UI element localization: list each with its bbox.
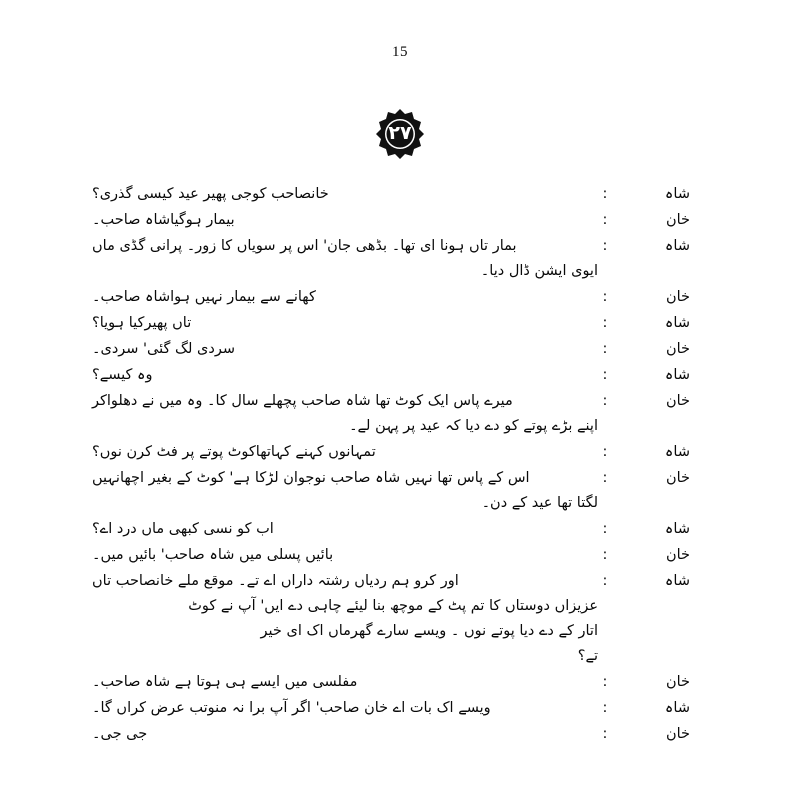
dialogue-line: بمار تاں ہونا ای تھا۔ بڈھی جان' اس پر سویاں کا زور۔ پرانی گڈی ماں — [92, 238, 517, 254]
dialogue-line: کھانے سے بیمار نہیں ہواشاہ صاحب۔ — [92, 289, 316, 305]
dialogue-line: بائیں پسلی میں شاہ صاحب' بائیں میں۔ — [92, 547, 334, 563]
speaker-colon: : — [602, 674, 608, 690]
dialogue-turn — [92, 569, 692, 669]
speaker-colon: : — [602, 289, 608, 305]
dialogue-line: وہ کیسے؟ — [92, 367, 153, 383]
speaker-colon: : — [602, 444, 608, 460]
dialogue-line: عزیزاں دوستاں کا تم پٹ کے موچھ بنا لیئے چاہی دے ایں' آپ نے کوٹ — [188, 598, 598, 614]
speaker-label: خان — [665, 289, 690, 305]
dialogue-line: اتار کے دے دیا پوتے نوں ۔ ویسے سارے گھرماں اک ای خیر — [260, 623, 598, 639]
dialogue-turn — [92, 466, 692, 516]
dialogue-turn — [92, 517, 692, 542]
dialogue-lines — [92, 517, 598, 542]
dialogue-turn — [92, 363, 692, 388]
speaker-label: شاہ — [664, 521, 690, 537]
dialogue-turn — [92, 234, 692, 284]
speaker-colon: : — [602, 547, 608, 563]
speaker-label: خان — [665, 470, 690, 486]
dialogue-lines — [92, 311, 598, 336]
speaker-colon: : — [602, 521, 608, 537]
speaker-label: شاہ — [664, 238, 690, 254]
dialogue-turn — [92, 696, 692, 721]
speaker-label: خان — [665, 674, 690, 690]
speaker-colon: : — [602, 470, 608, 486]
dialogue-line: میرے پاس ایک کوٹ تھا شاہ صاحب پچھلے سال کا۔ وہ میں نے دھلواکر — [92, 393, 513, 409]
speaker-label: خان — [665, 212, 690, 228]
dialogue-lines — [92, 722, 598, 747]
dialogue-turn — [92, 543, 692, 568]
dialogue-lines — [92, 389, 598, 439]
floral-badge-icon — [374, 108, 426, 160]
speaker-colon: : — [602, 341, 608, 357]
dialogue-lines — [92, 363, 598, 388]
speaker-colon: : — [602, 393, 608, 409]
speaker-label: شاہ — [664, 573, 690, 589]
dialogue-line: اپنے بڑے پوتے کو دے دیا کہ عید پر پہن لے۔ — [349, 418, 598, 434]
dialogue-turn — [92, 337, 692, 362]
speaker-label: شاہ — [664, 444, 690, 460]
dialogue-line: اب کو نسی کبھی ماں درد اے؟ — [92, 521, 274, 537]
speaker-colon: : — [602, 573, 608, 589]
dialogue-lines — [92, 569, 598, 669]
dialogue-turn — [92, 311, 692, 336]
dialogue-line: تاں پھیرکیا ہویا؟ — [92, 315, 192, 331]
speaker-label: شاہ — [664, 315, 690, 331]
dialogue-line: لگتا تھا عید کے دن۔ — [481, 495, 598, 511]
speaker-label: شاہ — [664, 186, 690, 202]
speaker-colon: : — [602, 212, 608, 228]
speaker-label: شاہ — [664, 367, 690, 383]
speaker-colon: : — [602, 238, 608, 254]
speaker-label: شاہ — [664, 700, 690, 716]
dialogue-line: اور کرو ہم ردیاں رشتہ داراں اے تے۔ موقع ملے خانصاحب تاں — [92, 573, 459, 589]
speaker-label: خان — [665, 393, 690, 409]
speaker-label: خان — [665, 341, 690, 357]
speaker-colon: : — [602, 700, 608, 716]
page-number: 15 — [392, 44, 408, 60]
dialogue-lines — [92, 670, 598, 695]
dialogue-line: بیمار ہوگیاشاہ صاحب۔ — [92, 212, 235, 228]
dialogue-block — [92, 182, 692, 748]
speaker-colon: : — [602, 315, 608, 331]
dialogue-lines — [92, 234, 598, 284]
chapter-number: ۲۷ — [388, 121, 412, 144]
dialogue-line: ویسے اک بات اے خان صاحب' اگر آپ برا نہ منوتب عرض کراں گا۔ — [92, 700, 491, 716]
speaker-colon: : — [602, 726, 608, 742]
dialogue-line: سردی لگ گئی' سردی۔ — [92, 341, 235, 357]
dialogue-turn — [92, 182, 692, 207]
dialogue-line: ایوی ایشن ڈال دیا۔ — [480, 263, 598, 279]
dialogue-line: اس کے پاس تھا نہیں شاہ صاحب نوجوان لڑکا ہے' کوٹ کے بغیر اچھانہیں — [92, 470, 530, 486]
dialogue-turn — [92, 389, 692, 439]
dialogue-line: تے؟ — [577, 648, 598, 664]
dialogue-lines — [92, 440, 598, 465]
speaker-label: خان — [665, 726, 690, 742]
dialogue-line: جی جی۔ — [92, 726, 148, 742]
dialogue-lines — [92, 466, 598, 516]
dialogue-lines — [92, 182, 598, 207]
chapter-ornament — [0, 108, 800, 160]
dialogue-lines — [92, 337, 598, 362]
dialogue-lines — [92, 208, 598, 233]
dialogue-turn — [92, 722, 692, 747]
speaker-colon: : — [602, 367, 608, 383]
dialogue-turn — [92, 208, 692, 233]
dialogue-lines — [92, 285, 598, 310]
speaker-label: خان — [665, 547, 690, 563]
dialogue-turn — [92, 285, 692, 310]
dialogue-line: مفلسی میں ایسے ہی ہوتا ہے شاہ صاحب۔ — [92, 674, 358, 690]
speaker-colon: : — [602, 186, 608, 202]
dialogue-lines — [92, 543, 598, 568]
dialogue-line: خانصاحب کوجی پھیر عید کیسی گذری؟ — [92, 186, 329, 202]
dialogue-turn — [92, 440, 692, 465]
dialogue-turn — [92, 670, 692, 695]
dialogue-line: تمہانوں کہنے کہاتھاکوٹ پوتے پر فٹ کرن نوں؟ — [92, 444, 376, 460]
dialogue-lines — [92, 696, 598, 721]
